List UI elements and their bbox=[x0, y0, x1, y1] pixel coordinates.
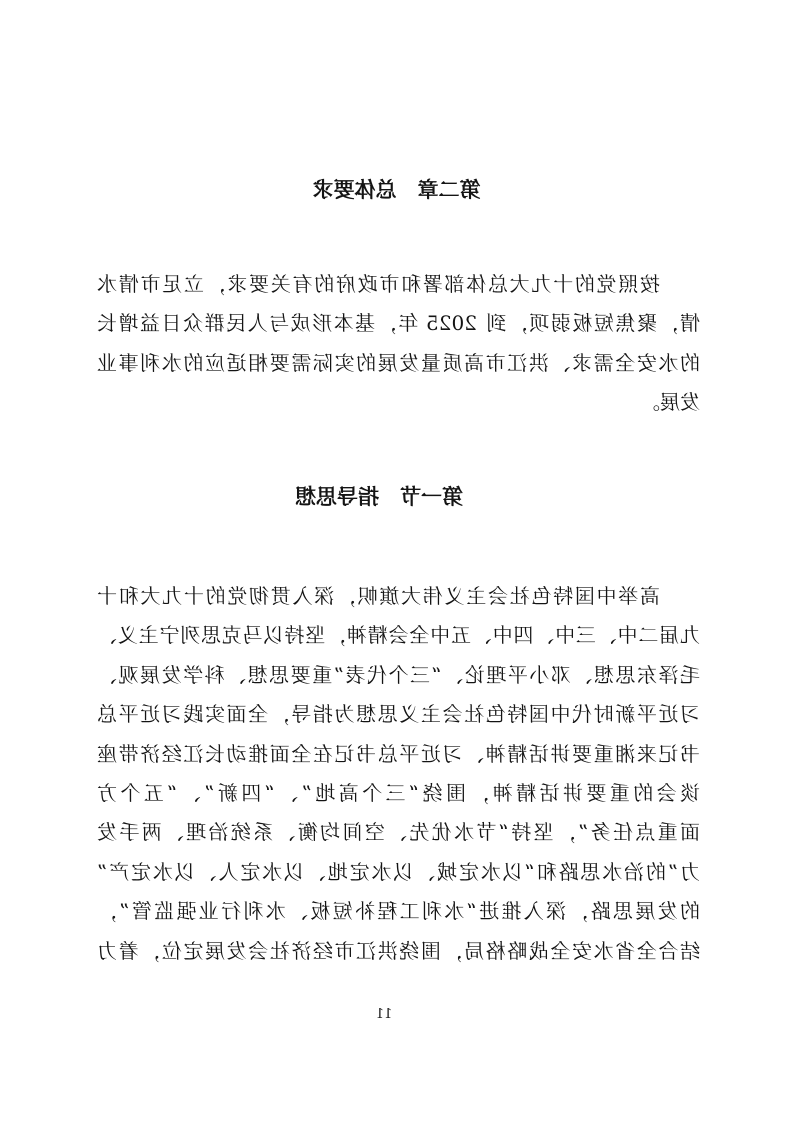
paragraph-line: 发展。 bbox=[640, 390, 700, 415]
paragraph-line: 高举中国特色社会主义伟大旗帜，深入贯彻党的十九大和十 bbox=[97, 584, 660, 608]
paragraph-line: 力”的治水思路和“以水定城、以水定地、以水定人、以水定产” bbox=[97, 859, 700, 884]
paragraph-line: 面重点任务”，坚持“节水优先、空间均衡、系统治理、两手发 bbox=[97, 820, 700, 845]
intro-paragraph bbox=[97, 265, 700, 423]
chapter-title: 第二章 总体要求 bbox=[312, 178, 481, 202]
section-paragraph bbox=[97, 577, 700, 971]
paragraph-line: 按照党的十九大总体部署和市政府的有关要求，立足市情水 bbox=[97, 272, 660, 296]
paragraph-line: 情，聚焦短板弱项，到 2025 年，基本形成与人民群众日益增长 bbox=[97, 311, 700, 336]
paragraph-line: 的水安全需求、洪江市高质量发展的实际需要相适应的水利事业 bbox=[97, 350, 700, 375]
page-number: 11 bbox=[375, 1007, 393, 1022]
paragraph-line: 的发展思路，深入推进“水利工程补短板、水利行业强监管”， bbox=[97, 899, 700, 924]
paragraph-line: 九届二中、三中、四中、五中全会精神，坚持以马克思列宁主义、 bbox=[97, 623, 700, 648]
paragraph-line: 毛泽东思想、邓小平理论、“三个代表”重要思想、科学发展观、 bbox=[97, 662, 700, 687]
paragraph-line: 结合全省水安全战略格局，围绕洪江市经济社会发展定位，着力 bbox=[97, 938, 700, 963]
paragraph-line: 书记来湘重要讲话精神、习近平总书记在全面推动长江经济带座 bbox=[97, 741, 700, 766]
paragraph-line: 谈会的重要讲话精神，围绕“三个高地”、“四新”、“五个方 bbox=[97, 780, 700, 805]
paragraph-line: 习近平新时代中国特色社会主义思想为指导，全面实践习近平总 bbox=[97, 702, 700, 727]
section-heading: 第一节 指导思想 bbox=[295, 485, 463, 509]
